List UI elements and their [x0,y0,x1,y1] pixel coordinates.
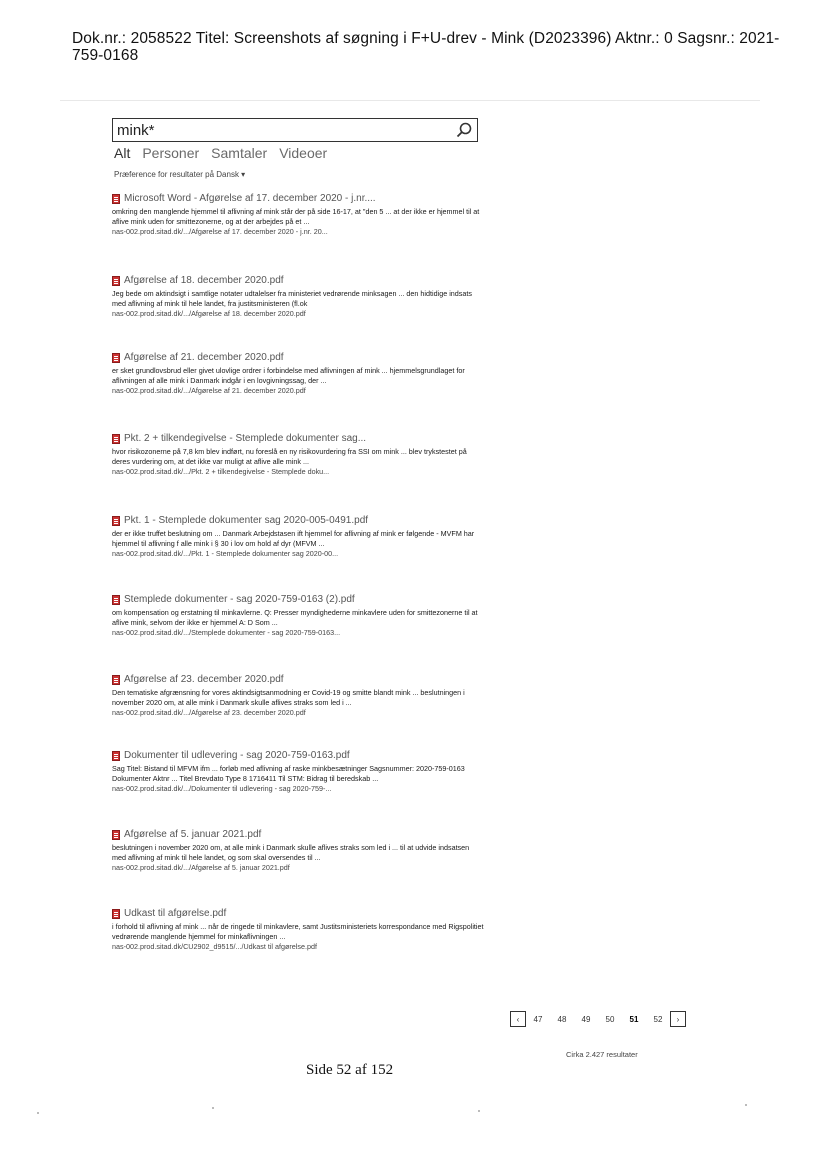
result-title-link[interactable] [112,908,484,920]
pdf-icon [112,434,120,444]
document-icon [112,194,120,204]
result-title[interactable]: Pkt. 2 + tilkendegivelse - Stemplede dokumenter sag... [124,433,367,444]
result-title-link[interactable] [112,829,484,841]
current-page: 51 [629,1014,639,1024]
pdf-icon [112,751,120,761]
pdf-icon [112,830,120,840]
prev-page-button[interactable]: ‹ [510,1011,526,1027]
result-snippet: i forhold til aflivning af mink ... når de ringede til minkavlere, samt Justitsministeriets korrespondance med Rigspolitiet vedrørende manglende hjemmel for minkaflivningen ... [112,922,484,941]
pdf-icon [112,595,120,605]
result-title-link[interactable] [112,352,484,364]
result-item [112,750,484,794]
page-link[interactable]: 52 [653,1014,663,1024]
search-input[interactable] [117,121,447,139]
pdf-icon [112,675,120,685]
page-link[interactable]: 47 [533,1014,543,1024]
scan-divider [60,100,760,101]
pdf-icon [112,276,120,286]
result-title-link[interactable] [112,193,484,205]
result-title[interactable]: Dokumenter til udlevering - sag 2020-759-0163.pdf [124,750,350,761]
page-link[interactable]: 50 [605,1014,615,1024]
result-url: nas-002.prod.sitad.dk/.../Afgørelse af 17. december 2020 - j.nr. 20... [112,227,328,236]
result-item [112,594,484,638]
result-item [112,908,484,952]
result-title[interactable]: Stemplede dokumenter - sag 2020-759-0163 (2).pdf [124,594,355,605]
result-title-link[interactable] [112,433,484,445]
result-url: nas-002.prod.sitad.dk/.../Pkt. 2 + tilkendegivelse - Stemplede doku... [112,467,330,476]
search-box[interactable] [112,118,478,142]
page-link[interactable]: 48 [557,1014,567,1024]
result-snippet: om kompensation og erstatning til minkavlerne. Q: Presser myndighederne minkavlere uden for smittezonerne til at aflive mink, selvom der ikke er hjemmel A: D Som ... [112,608,478,627]
result-title[interactable]: Afgørelse af 5. januar 2021.pdf [124,829,262,840]
page-number-footer: Side 52 af 152 [306,1062,394,1078]
result-title-link[interactable] [112,275,484,287]
result-url: nas-002.prod.sitad.dk/.../Stemplede dokumenter - sag 2020-759-0163... [112,628,341,637]
scan-speck [37,1112,39,1114]
result-item [112,674,484,718]
result-snippet: er sket grundlovsbrud eller givet ulovlige ordrer i forbindelse med aflivningen af mink ... hjemmelsgrundlaget for aflivningen af alle mink i Danmark indgår i en lovgivningssag, der ... [112,366,465,385]
scan-speck [745,1104,747,1106]
search-icon[interactable] [455,121,473,139]
scan-speck [478,1110,480,1112]
page-link[interactable]: 49 [581,1014,591,1024]
result-title[interactable]: Afgørelse af 18. december 2020.pdf [124,275,284,286]
tab-alt[interactable]: Alt [114,145,131,161]
result-title[interactable]: Pkt. 1 - Stemplede dokumenter sag 2020-005-0491.pdf [124,515,369,526]
pdf-icon [112,909,120,919]
result-title-link[interactable] [112,594,484,606]
result-title-link[interactable] [112,750,484,762]
next-page-button[interactable]: › [670,1011,686,1027]
result-title[interactable]: Microsoft Word - Afgørelse af 17. december 2020 - j.nr.... [124,193,376,204]
result-snippet: omkring den manglende hjemmel til aflivning af mink står der på side 16-17, at "den 5 ... at der ikke er hjemmel til at aflive mink uden for smittezonerne, og at der arbejdes på et ... [112,207,480,226]
result-snippet: Den tematiske afgrænsning for vores aktindsigtsanmodning er Covid-19 og smitte blandt mink ... beslutningen i november 2020 om, at alle mink i Danmark skulle aflives straks som led i ... [112,688,465,707]
result-title-link[interactable] [112,674,484,686]
result-title-link[interactable] [112,515,484,527]
result-snippet: Sag Titel: Bistand til MFVM ifm ... forløb med aflivning af raske minkbesætninger Sagsnummer: 2020-759-0163 Dokumenter Aktnr ... Titel Brevdato Type 8 1716411 Til STM: Bidrag til beredskab ... [112,764,465,783]
result-item [112,829,484,873]
result-title[interactable]: Udkast til afgørelse.pdf [124,908,227,919]
tab-samtaler[interactable]: Samtaler [211,145,268,161]
result-url: nas-002.prod.sitad.dk/.../Afgørelse af 23. december 2020.pdf [112,708,306,717]
result-url: nas-002.prod.sitad.dk/.../Afgørelse af 18. december 2020.pdf [112,309,306,318]
result-item [112,352,484,396]
result-url: nas-002.prod.sitad.dk/.../Dokumenter til udlevering - sag 2020-759-... [112,784,332,793]
document-header: Dok.nr.: 2058522 Titel: Screenshots af søgning i F+U-drev - Mink (D2023396) Aktnr.: 0 Sagsnr.: 2021-759-0168 [72,30,780,64]
tab-personer[interactable]: Personer [142,145,200,161]
result-snippet: der er ikke truffet beslutning om ... Danmark Arbejdstasen ift hjemmel for aflivning af mink er følgende - MVFM har hjemmel til aflivning f alle mink i § 30 i lov om hold af dyr (MFVM ... [112,529,475,548]
result-item [112,433,484,477]
pdf-icon [112,353,120,363]
pagination [510,1011,686,1027]
result-count: Cirka 2.427 resultater [566,1050,638,1059]
result-url: nas-002.prod.sitad.dk/.../Afgørelse af 21. december 2020.pdf [112,386,306,395]
result-snippet: Jeg bede om aktindsigt i samtlige notater udtalelser fra ministeriet vedrørende minksagen ... den hidtidige indsats med aflivning af mink til hele landet, fra justitsministeren (fl.ok [112,289,472,308]
result-url: nas-002.prod.sitad.dk/.../Pkt. 1 - Stemplede dokumenter sag 2020-00... [112,549,339,558]
result-url: nas-002.prod.sitad.dk/CU2902_d9515/.../Udkast til afgørelse.pdf [112,942,317,951]
result-title[interactable]: Afgørelse af 23. december 2020.pdf [124,674,284,685]
result-item [112,193,484,237]
search-tabs [114,145,327,161]
result-title[interactable]: Afgørelse af 21. december 2020.pdf [124,352,284,363]
tab-videoer[interactable]: Videoer [279,145,328,161]
result-snippet: beslutningen i november 2020 om, at alle mink i Danmark skulle aflives straks som led i ... til at udvide indsatsen med aflivning af mink til hele landet, og som skal oversendes til ... [112,843,470,862]
scan-speck [212,1107,214,1109]
pdf-icon [112,516,120,526]
language-preference-dropdown[interactable]: Præference for resultater på Dansk ▾ [114,170,246,179]
result-item [112,515,484,559]
result-url: nas-002.prod.sitad.dk/.../Afgørelse af 5. januar 2021.pdf [112,863,290,872]
result-snippet: hvor risikozonerne på 7,8 km blev indført, nu foreslå en ny risikovurdering fra SSI om mink ... blev trykstestet på deres vurdering om, at det ikke var muligt at aflive alle mink ... [112,447,467,466]
result-item [112,275,484,319]
